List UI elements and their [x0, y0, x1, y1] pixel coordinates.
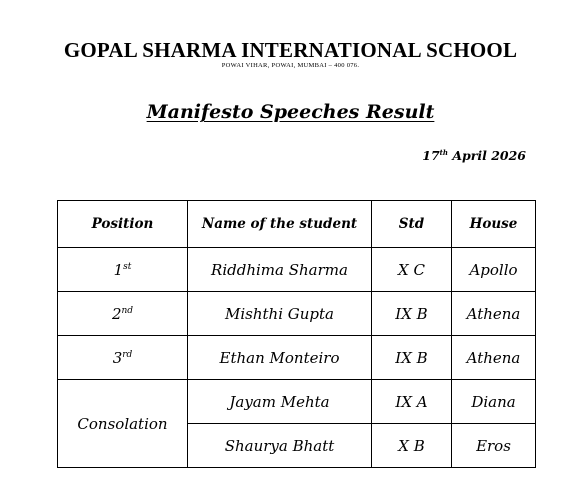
std-cell: IX A — [372, 380, 452, 424]
house-cell: Eros — [452, 424, 536, 468]
column-header-house: House — [452, 201, 536, 248]
house-cell: Athena — [452, 292, 536, 336]
house-cell: Apollo — [452, 248, 536, 292]
student-name-cell: Shaurya Bhatt — [188, 424, 372, 468]
position-number: 1 — [113, 260, 124, 279]
house-cell: Athena — [452, 336, 536, 380]
table-row — [58, 336, 536, 380]
results-table — [57, 200, 536, 468]
position-suffix: rd — [122, 349, 133, 360]
column-header-position: Position — [58, 201, 188, 248]
std-cell: X C — [372, 248, 452, 292]
column-header-name: Name of the student — [188, 201, 372, 248]
student-name-cell: Riddhima Sharma — [188, 248, 372, 292]
student-name-cell: Ethan Monteiro — [188, 336, 372, 380]
house-cell: Diana — [452, 380, 536, 424]
position-number: 2 — [111, 304, 122, 323]
date-day: 17 — [422, 148, 440, 164]
column-header-std: Std — [372, 201, 452, 248]
date-suffix: th — [439, 148, 448, 157]
date-rest: April 2026 — [447, 148, 526, 164]
position-cell — [58, 292, 188, 336]
student-name-cell: Mishthi Gupta — [188, 292, 372, 336]
table-row — [58, 292, 536, 336]
position-cell — [58, 336, 188, 380]
std-cell: IX B — [372, 336, 452, 380]
position-number: 3 — [112, 348, 123, 367]
position-suffix: st — [123, 261, 132, 272]
std-cell: X B — [372, 424, 452, 468]
position-suffix: nd — [121, 305, 134, 316]
school-name: GOPAL SHARMA INTERNATIONAL SCHOOL — [63, 38, 518, 62]
table-row — [58, 248, 536, 292]
school-address: POWAI VIHAR, POWAI, MUMBAI – 400 076. — [221, 62, 360, 69]
table-header-row — [58, 201, 536, 248]
student-name-cell: Jayam Mehta — [188, 380, 372, 424]
table-row — [58, 380, 536, 424]
std-cell: IX B — [372, 292, 452, 336]
position-cell — [58, 248, 188, 292]
document-title: Manifesto Speeches Result — [146, 101, 435, 123]
document-date — [422, 148, 526, 163]
consolation-cell: Consolation — [58, 380, 188, 468]
